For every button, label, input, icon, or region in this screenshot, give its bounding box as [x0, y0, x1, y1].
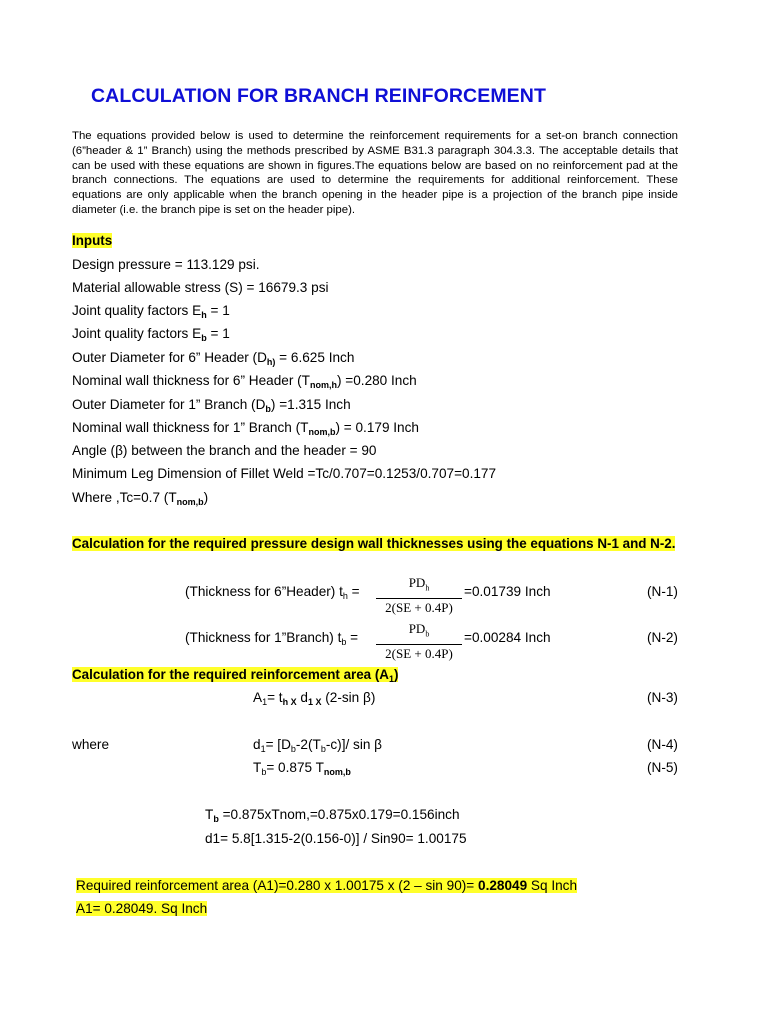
branch-angle: Angle (β) between the branch and the header = 90	[72, 443, 377, 458]
eq-n3-number: (N-3)	[647, 690, 678, 705]
eq-n2-numerator: PD	[408, 621, 426, 636]
n5-a: T	[253, 760, 262, 775]
ra-heading-sub: 1	[388, 674, 394, 684]
eq-n1-fraction	[376, 575, 462, 616]
db-suffix: ) =1.315 Inch	[270, 397, 351, 412]
n4-a: d	[253, 737, 261, 752]
tb-calculation	[205, 807, 460, 822]
design-pressure: Design pressure = 113.129 psi.	[72, 257, 260, 272]
n3-a: A	[253, 690, 263, 705]
eq-n1-equals: =	[347, 584, 360, 599]
eb-sub: b	[201, 333, 207, 343]
eq-n1-result: =0.01739 Inch	[464, 584, 551, 599]
reinforcement-area-heading	[72, 667, 398, 682]
dh-prefix: Outer Diameter for 6” Header (D	[72, 350, 267, 365]
eq-n1-numerator-sub: h	[425, 583, 430, 593]
tnomh-sub: nom,h	[309, 380, 337, 390]
dh-suffix: = 6.625 Inch	[275, 350, 355, 365]
ra-heading-prefix: Calculation for the required reinforcement area (A	[72, 667, 389, 682]
result-prefix: Required reinforcement area (A1)=0.280 x 1.00175 x (2 – sin 90)=	[76, 878, 479, 893]
n5-b: = 0.875 T	[266, 760, 324, 775]
eq-n4-number: (N-4)	[647, 737, 678, 752]
d1-calculation: d1= 5.8[1.315-2(0.156-0)] / Sin90= 1.00175	[205, 831, 467, 846]
required-area-result-text	[76, 878, 577, 893]
wall-thickness-heading-text: Calculation for the required pressure design wall thicknesses using the equations N-1 and N-2.	[72, 536, 676, 551]
eq-n2-sub: b	[341, 637, 347, 647]
n3-end: (2-sin β)	[321, 690, 376, 705]
eq-n4	[253, 737, 382, 752]
eq-n1-fraction-bar	[376, 598, 462, 599]
n4-a-sub: 1	[260, 744, 266, 754]
n3-t-sub: h X	[282, 697, 297, 707]
db-sub: b	[265, 404, 271, 414]
where-label: where	[72, 737, 110, 752]
eq-n2-fraction-bar	[376, 644, 462, 645]
n5-b-sub: nom,b	[323, 767, 351, 777]
eq-n2-equals: =	[346, 630, 359, 645]
branch-wall-thickness	[72, 420, 419, 435]
branch-outer-diameter	[72, 397, 351, 412]
eb-prefix: Joint quality factors E	[72, 326, 202, 341]
result-suffix: Sq Inch	[527, 878, 578, 893]
eq-n2-result: =0.00284 Inch	[464, 630, 551, 645]
tnomh-suffix: ) =0.280 Inch	[336, 373, 417, 388]
eq-n1-denominator: 2(SE + 0.4P)	[385, 599, 453, 615]
eq-n2-fraction	[376, 621, 462, 662]
tb-a: T	[205, 807, 214, 822]
eq-n2-label	[185, 630, 358, 645]
result-value: 0.28049	[478, 878, 528, 893]
eq-n1-label	[185, 584, 360, 599]
ra-heading-suffix: )	[394, 667, 399, 682]
header-outer-diameter	[72, 350, 354, 365]
eq-n5	[253, 760, 351, 775]
n4-b-sub: b	[290, 744, 296, 754]
eq-n1-label-text: (Thickness for 6”Header) t	[185, 584, 343, 599]
n3-a-sub: 1	[262, 697, 268, 707]
a1-final-text: A1= 0.28049. Sq Inch	[76, 901, 208, 916]
eq-n2-number: (N-2)	[647, 630, 678, 645]
tnomb-suffix: ) = 0.179 Inch	[335, 420, 419, 435]
where-suffix: )	[203, 490, 209, 505]
header-wall-thickness	[72, 373, 417, 388]
n3-mid: = t	[267, 690, 283, 705]
eq-n1-numerator: PD	[408, 575, 426, 590]
wall-thickness-heading	[72, 535, 678, 552]
fillet-weld-leg: Minimum Leg Dimension of Fillet Weld =Tc/0.707=0.1253/0.707=0.177	[72, 466, 497, 481]
eq-n5-number: (N-5)	[647, 760, 678, 775]
where-prefix: Where ,Tc=0.7 (T	[72, 490, 177, 505]
tnomb-prefix: Nominal wall thickness for 1” Branch (T	[72, 420, 309, 435]
inputs-heading	[72, 233, 112, 248]
tnomb-sub: nom,b	[308, 427, 336, 437]
n5-a-sub: b	[261, 767, 267, 777]
eq-n2-denominator: 2(SE + 0.4P)	[385, 645, 453, 661]
n4-b: = [D	[265, 737, 291, 752]
page-title: CALCULATION FOR BRANCH REINFORCEMENT	[91, 85, 546, 107]
tnomh-prefix: Nominal wall thickness for 6” Header (T	[72, 373, 310, 388]
joint-quality-eb	[72, 326, 230, 341]
tb-b: =0.875xTnom,=0.875x0.179=0.156inch	[218, 807, 460, 822]
intro-paragraph: The equations provided below is used to determine the reinforcement requirements for a set-on branch connection (6”header & 1” Branch) using the methods prescribed by ASME B31.3 paragraph 304.3.3. The acceptable details that can be used with these equations are shown in figures.The equations below are based on no reinforcement pad at the branch connections. The equations are used to determine the requirements for additional reinforcement. These equations are only applicable when the branch opening in the header pipe is a projection of the branch pipe inside diameter (i.e. the branch pipe is set on the header pipe).	[72, 130, 678, 216]
eh-prefix: Joint quality factors E	[72, 303, 202, 318]
a1-final	[76, 901, 207, 916]
required-area-result	[76, 878, 577, 893]
eq-n2-label-text: (Thickness for 1”Branch) t	[185, 630, 342, 645]
inputs-heading-text: Inputs	[72, 233, 113, 248]
dh-sub: h)	[266, 357, 276, 367]
eq-n3	[253, 690, 375, 705]
n3-d: d	[296, 690, 308, 705]
eb-suffix: = 1	[206, 326, 230, 341]
eq-n2-numerator-sub: b	[425, 629, 430, 639]
eh-suffix: = 1	[206, 303, 230, 318]
reinforcement-area-heading-text	[72, 667, 398, 682]
db-prefix: Outer Diameter for 1” Branch (D	[72, 397, 266, 412]
n4-c: -2(T	[295, 737, 321, 752]
eq-n1-sub: h	[342, 591, 348, 601]
allowable-stress: Material allowable stress (S) = 16679.3 psi	[72, 280, 329, 295]
tc-definition	[72, 490, 208, 505]
eh-sub: h	[201, 310, 207, 320]
where-sub: nom,b	[176, 497, 204, 507]
joint-quality-eh	[72, 303, 230, 318]
n4-d: -c)]/ sin β	[325, 737, 382, 752]
n3-d-sub: 1 X	[307, 697, 322, 707]
eq-n1-number: (N-1)	[647, 584, 678, 599]
n4-c-sub: b	[320, 744, 326, 754]
tb-a-sub: b	[213, 814, 219, 824]
